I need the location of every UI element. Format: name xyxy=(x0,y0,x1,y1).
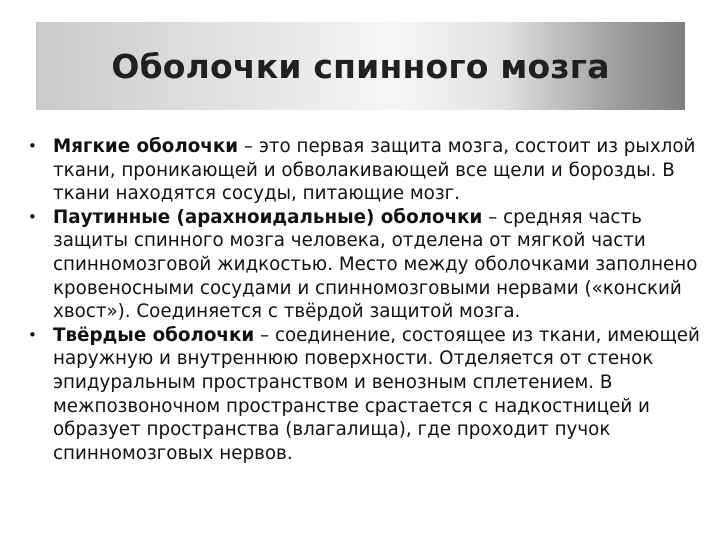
bullet-icon: • xyxy=(28,137,37,155)
title-banner xyxy=(36,22,685,110)
bullet-item-soft-membranes xyxy=(28,135,708,206)
slide-title: Оболочки спинного мозга xyxy=(111,46,610,86)
bullet-item-hard-membranes xyxy=(28,324,708,466)
term-description: – средняя часть защиты спинного мозга человека, отделена от мягкой части спинномозговой жидкостью. Место между оболочками заполнено кровеносными сосудами и спинномозговыми нервами («конский хвост»). Соединяется с твёрдой защитой мозга. xyxy=(53,206,698,323)
term-description: – соединение, состоящее из ткани, имеющей наружную и внутреннюю поверхности. Отделяется от стенок эпидуральным пространством и венозным сплетением. В межпозвоночном пространстве срастается с надкостницей и образует пространства (влагалища), где проходит пучок спинномозговых нервов. xyxy=(53,324,700,464)
bullet-item-arachnoid-membranes xyxy=(28,206,708,324)
bullet-icon: • xyxy=(28,325,37,344)
bullet-icon: • xyxy=(28,207,37,226)
term-label: Твёрдые оболочки xyxy=(53,324,255,346)
term-label: Мягкие оболочки xyxy=(53,136,239,157)
term-label: Паутинные (арахноидальные) оболочки xyxy=(53,206,483,228)
bullet-list xyxy=(28,135,708,465)
term-description: – это первая защита мозга, состоит из рыхлой ткани, проникающей и обволакивающей все щели и борозды. В ткани находятся сосуды, питающие мозг. xyxy=(53,136,696,205)
